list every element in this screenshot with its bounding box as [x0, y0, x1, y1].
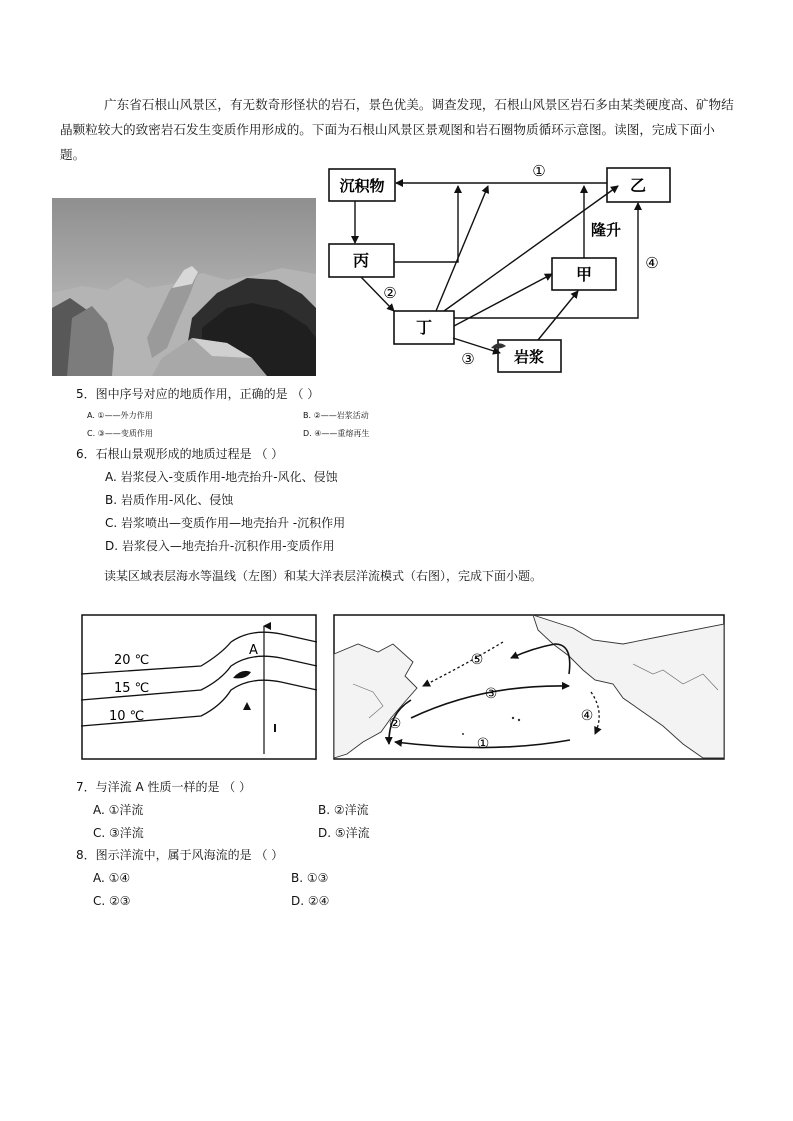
- q6-option-c[interactable]: C. 岩浆喷出—变质作用—地壳抬升 -沉积作用: [105, 516, 346, 530]
- label-uplift: 隆升: [590, 221, 622, 239]
- current-2: ②: [388, 716, 402, 732]
- current-4: ④: [580, 708, 594, 724]
- q8-option-b[interactable]: B. ①③: [291, 871, 329, 885]
- intro-text: 广东省石根山风景区，有无数奇形怪状的岩石，景色优美。调查发现，石根山风景区岩石多由某类硬度高、矿物结晶颗粒较大的致密岩石发生变质作用形成的。下面为石根山风景区景观图和岩石圈物质循环示意图。读图，完成下面小题。: [60, 97, 734, 162]
- label-bing: 丙: [352, 251, 370, 270]
- q5-option-d[interactable]: D. ④——重熔再生: [303, 429, 370, 438]
- q7-option-c[interactable]: C. ③洋流: [93, 826, 144, 840]
- q6-option-a[interactable]: A. 岩浆侵入-变质作用-地壳抬升-风化、侵蚀: [105, 470, 338, 484]
- landscape-photo: [52, 198, 316, 376]
- q7-option-b[interactable]: B. ②洋流: [318, 803, 369, 817]
- intro-paragraph: [60, 92, 736, 167]
- q7-stem: 7．与洋流 A 性质一样的是 （ ）: [76, 780, 252, 794]
- isotherm-15: 15 ℃: [114, 681, 150, 696]
- num-4: ④: [645, 254, 659, 272]
- q8-option-a[interactable]: A. ①④: [93, 871, 131, 885]
- q5-option-a[interactable]: A. ①——外力作用: [87, 411, 153, 420]
- current-5: ⑤: [470, 652, 484, 668]
- q5-option-c[interactable]: C. ③——变质作用: [87, 429, 153, 438]
- label-sediment: 沉积物: [339, 177, 385, 195]
- current-1: ①: [476, 736, 490, 752]
- num-1: ①: [532, 162, 546, 180]
- label-magma: 岩浆: [513, 348, 545, 366]
- q5-option-b[interactable]: B. ②——岩浆活动: [303, 411, 369, 420]
- current-3: ③: [484, 686, 498, 702]
- q8-option-d[interactable]: D. ②④: [291, 894, 330, 908]
- isotherm-map: [81, 614, 317, 760]
- isotherm-10: 10 ℃: [109, 709, 145, 724]
- label-ding: 丁: [415, 318, 433, 337]
- q5-stem: 5．图中序号对应的地质作用，正确的是 （ ）: [76, 387, 320, 401]
- num-2: ②: [383, 284, 397, 302]
- q6-stem: 6．石根山景观形成的地质过程是 （ ）: [76, 447, 284, 461]
- label-yi: 乙: [629, 176, 647, 195]
- q8-option-c[interactable]: C. ②③: [93, 894, 131, 908]
- label-jia: 甲: [575, 265, 593, 284]
- q6-option-d[interactable]: D. 岩浆侵入—地壳抬升-沉积作用-变质作用: [105, 539, 335, 553]
- rock-cycle-diagram: [328, 158, 680, 378]
- isotherm-20: 20 ℃: [114, 653, 150, 668]
- q8-stem: 8．图示洋流中，属于风海流的是 （ ）: [76, 848, 284, 862]
- q7-option-d[interactable]: D. ⑤洋流: [318, 826, 370, 840]
- num-3: ③: [461, 350, 475, 368]
- q7-option-a[interactable]: A. ①洋流: [93, 803, 144, 817]
- intro2-text: 读某区域表层海水等温线（左图）和某大洋表层洋流模式（右图），完成下面小题。: [104, 569, 543, 583]
- ocean-current-map: [333, 614, 725, 760]
- q6-option-b[interactable]: B. 岩质作用-风化、侵蚀: [105, 493, 234, 507]
- current-a-label: A: [249, 643, 258, 658]
